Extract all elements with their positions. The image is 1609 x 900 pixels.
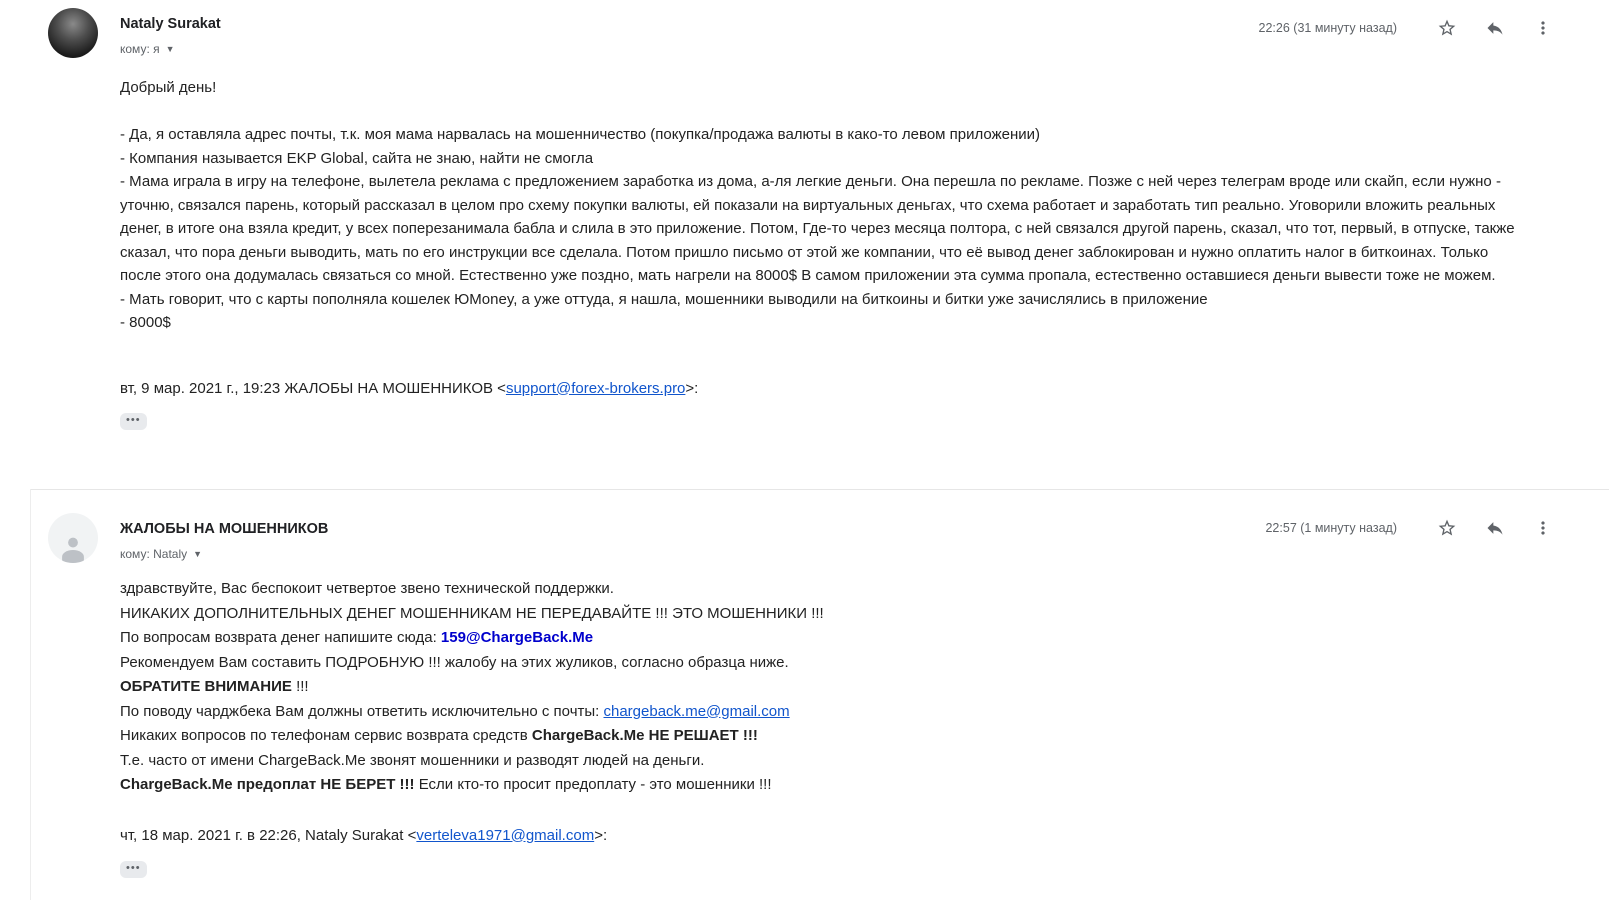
body-line: НИКАКИХ ДОПОЛНИТЕЛЬНЫХ ДЕНЕГ МОШЕННИКАМ НЕ ПЕРЕДАВАЙТЕ !!! ЭТО МОШЕННИКИ !!! xyxy=(120,604,824,622)
sender-avatar xyxy=(48,8,98,58)
recipient-label: кому: Nataly xyxy=(120,547,188,561)
star-icon[interactable] xyxy=(1437,18,1457,38)
recipient-details-toggle[interactable] xyxy=(120,42,175,56)
sender-avatar-placeholder xyxy=(48,513,98,563)
email-body xyxy=(120,577,1528,880)
body-text: !!! xyxy=(291,678,309,695)
chevron-down-icon: ▼ xyxy=(193,549,203,559)
chevron-down-icon: ▼ xyxy=(165,44,175,54)
star-icon[interactable] xyxy=(1437,518,1457,538)
message-divider xyxy=(30,489,1609,490)
thread-left-border xyxy=(30,489,31,900)
chargeback-contact-email-link[interactable]: 159@ChargeBack.Me xyxy=(440,629,594,646)
show-trimmed-content-button[interactable]: ••• xyxy=(120,861,147,878)
body-line: - Мама играла в игру на телефоне, вылетела реклама с предложением заработка из дома, а-ля легкие деньги. Она перешла по рекламе. Позже с ней через телеграм вроде или скайп, если нужно - уточню, связался парень, который рассказал в целом про схему покупки валюты, ей показали на виртуальных деньгах, что схема работает и заработать тип реально. Уговорили вложить реальных денег, в итоге она взяла кредит, у всех поперезанимала бабла и слила в это приложение. Потом, Где-то через месяца полтора, с ней связался другой парень, сказал, что тот, первый, в отпуске, также сказал, что пора деньги выводить, мать по его инструкции все сделала. Потом пришло письмо от этой же компании, что её вывод денег заблокирован и нужно оплатить налог в биткоинах. Только после этого она додумалась связаться со мной. Естественно уже поздно, мать нагрели на 8000$ В самом приложении эта сумма пропала, естественно оставшиеся деньги вывести тоже не можем. xyxy=(120,173,1515,284)
body-line xyxy=(120,700,1528,725)
recipient-label: кому: я xyxy=(120,42,160,56)
body-line xyxy=(120,675,1528,700)
body-text: По вопросам возврата денег напишите сюда: xyxy=(120,629,441,646)
sender-email-link[interactable]: verteleva1971@gmail.com xyxy=(416,826,595,844)
quote-text: чт, 18 мар. 2021 г. в 22:26, Nataly Surakat < xyxy=(120,826,417,844)
reply-icon[interactable] xyxy=(1485,18,1505,38)
body-line xyxy=(120,773,1528,798)
recipient-details-toggle[interactable] xyxy=(120,547,202,561)
sender-name: ЖАЛОБЫ НА МОШЕННИКОВ xyxy=(120,521,329,537)
body-text: Никаких вопросов по телефонам сервис возврата средств xyxy=(120,727,532,744)
body-line xyxy=(120,626,1528,651)
sender-email-link[interactable]: support@forex-brokers.pro xyxy=(505,379,686,397)
body-line xyxy=(120,724,1528,749)
body-text-bold: ChargeBack.Me предоплат НЕ БЕРЕТ !!! xyxy=(120,776,415,793)
body-text: Если кто-то просит предоплату - это мошенники !!! xyxy=(414,776,772,793)
email-body xyxy=(120,76,1528,431)
body-line: - Мать говорит, что с карты пополняла кошелек ЮMoney, а уже оттуда, я нашла, мошенники выводили на биткоины и битки уже зачислялись в приложение xyxy=(120,290,1208,308)
reply-icon[interactable] xyxy=(1485,518,1505,538)
body-line: - Компания называется EKP Global, сайта не знаю, найти не смогла xyxy=(120,149,594,167)
more-options-icon[interactable] xyxy=(1533,518,1553,538)
body-line: - 8000$ xyxy=(120,314,171,331)
body-line: здравствуйте, Вас беспокоит четвертое звено технической поддержки. xyxy=(120,580,614,597)
body-text: По поводу чарджбека Вам должны ответить исключительно с почты: xyxy=(120,702,604,720)
show-trimmed-content-button[interactable]: ••• xyxy=(120,413,147,430)
body-text-bold: ОБРАТИТЕ ВНИМАНИЕ xyxy=(120,678,292,695)
timestamp: 22:26 (31 минуту назад) xyxy=(1258,21,1397,35)
person-icon xyxy=(56,533,90,563)
body-text-bold: ChargeBack.Me НЕ РЕШАЕТ !!! xyxy=(531,727,758,744)
quote-text: вт, 9 мар. 2021 г., 19:23 ЖАЛОБЫ НА МОШЕННИКОВ < xyxy=(120,379,506,397)
quote-text: >: xyxy=(685,379,699,397)
quoted-header-line xyxy=(120,824,1528,849)
body-line: Рекомендуем Вам составить ПОДРОБНУЮ !!! жалобу на этих жуликов, согласно образца ниже. xyxy=(120,653,789,671)
body-line: Т.е. часто от имени ChargeBack.Me звонят мошенники и разводят людей на деньги. xyxy=(120,751,705,769)
quoted-header-line xyxy=(120,377,1528,401)
chargeback-gmail-link[interactable]: chargeback.me@gmail.com xyxy=(603,702,790,720)
body-greeting: Добрый день! xyxy=(120,79,217,96)
more-options-icon[interactable] xyxy=(1533,18,1553,38)
sender-name: Nataly Surakat xyxy=(120,16,221,32)
quote-text: >: xyxy=(594,826,608,844)
timestamp: 22:57 (1 минуту назад) xyxy=(1265,521,1397,535)
body-line: - Да, я оставляла адрес почты, т.к. моя мама нарвалась на мошенничество (покупка/продажа валюты в како-то левом приложении) xyxy=(120,126,1040,143)
